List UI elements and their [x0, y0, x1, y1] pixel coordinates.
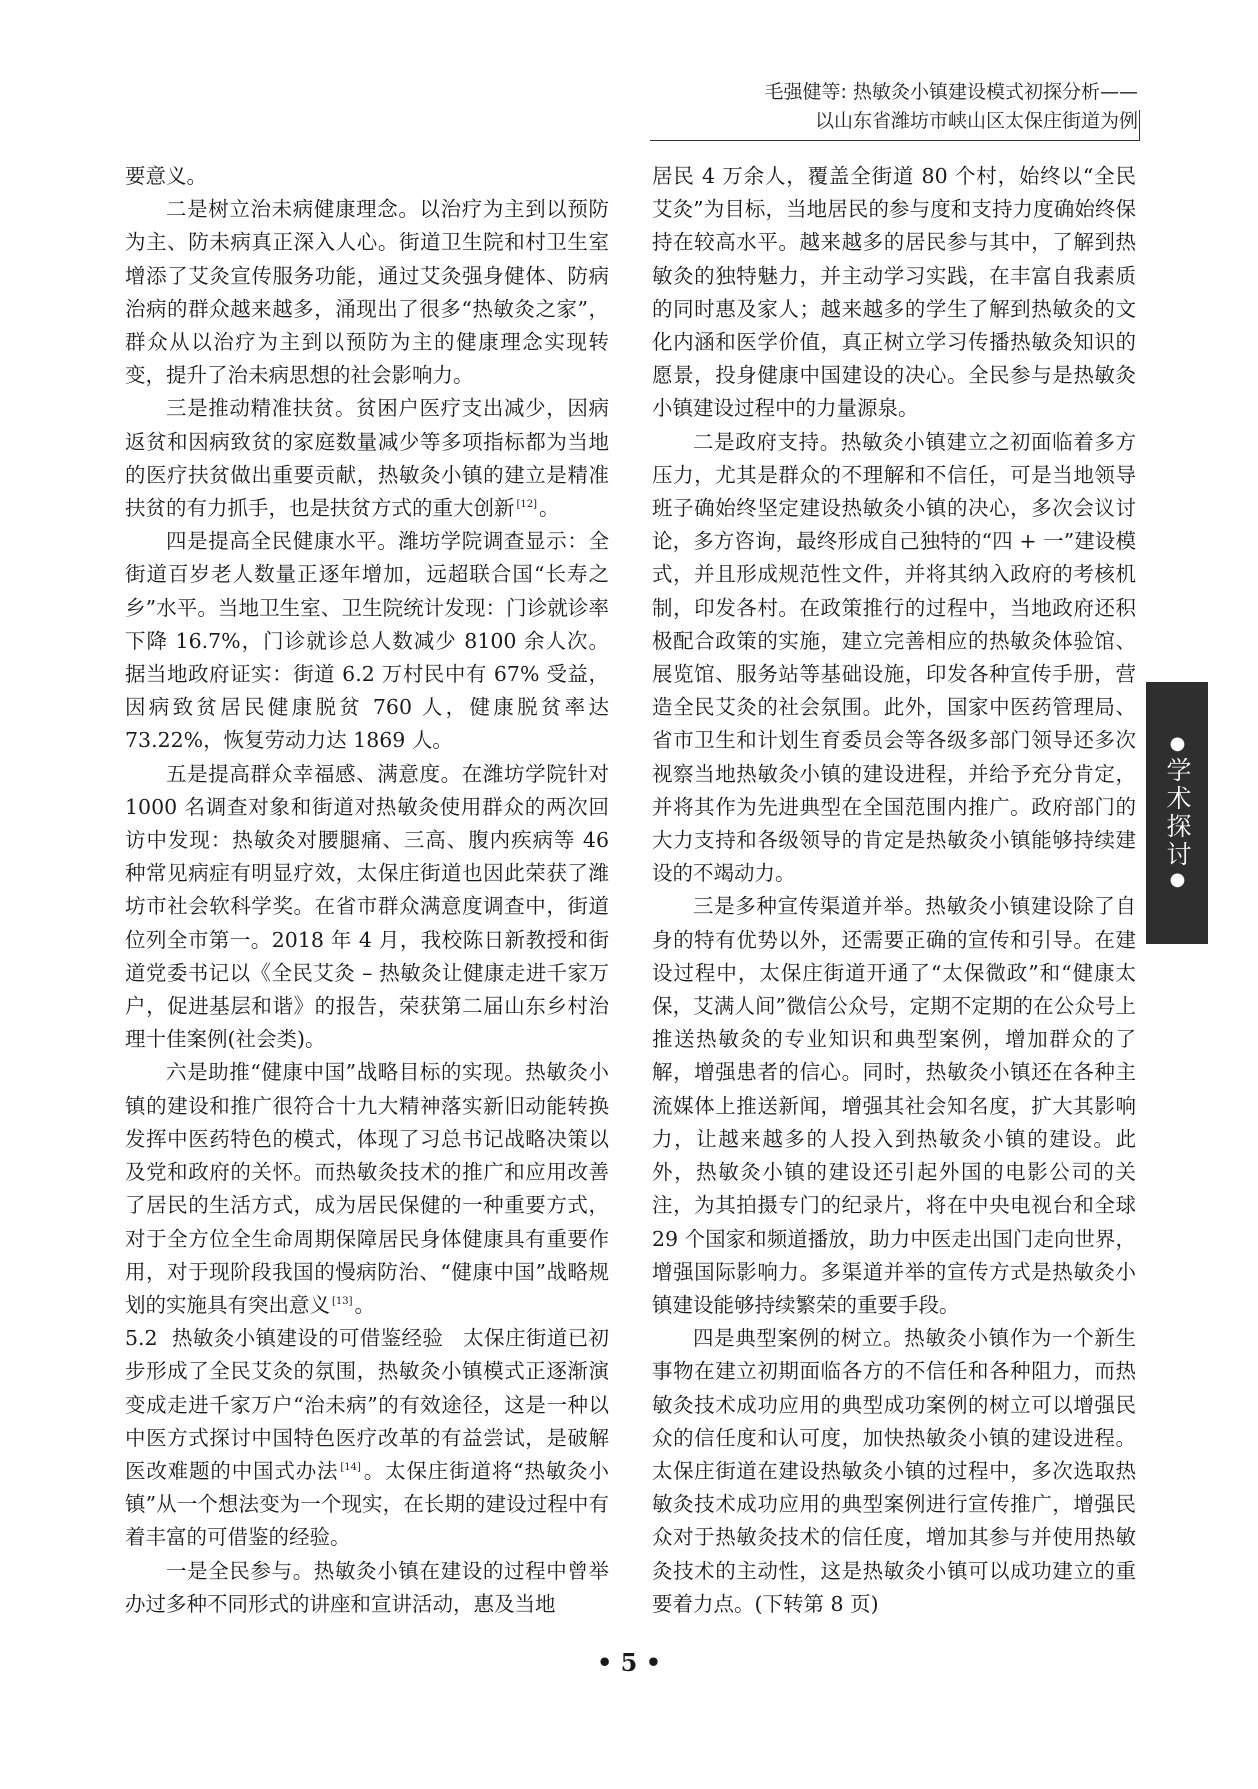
- paragraph: 五是提高群众幸福感、满意度。在潍坊学院针对 1000 名调查对象和街道对热敏灸使用群众的两次回访中发现：热敏灸对腰腿痛、三高、腹内疾病等 46 种常见病症有明显疗效，太保庄街道也因此荣获了潍坊市社会软科学奖。在省市群众满意度调查中，街道位列全市第一。2018 年 4 月，我校陈日新教授和街道党委书记以《全民艾灸 – 热敏灸让健康走进千家万户，促进基层和谐》的报告，荣获第二届山东乡村治理十佳案例(社会类)。: [125, 761, 609, 1052]
- paragraph: [125, 1056, 609, 1322]
- paragraph: 三是多种宣传渠道并举。热敏灸小镇建设除了自身的特有优势以外，还需要正确的宣传和引导。在建设过程中，太保庄街道开通了“太保微政”和“健康太保，艾满人间”微信公众号，定期不定期的在公众号上推送热敏灸的专业知识和典型案例，增加群众的了解，增强患者的信心。同时，热敏灸小镇还在各种主流媒体上推送新闻，增强其社会知名度，扩大其影响力，让越来越多的人投入到热敏灸小镇的建设。此外，热敏灸小镇的建设还引起外国的电影公司的关注，为其拍摄专门的纪录片，将在中央电视台和全球 29 个国家和频道播放，助力中医走出国门走向世界，增强国际影响力。多渠道并举的宣传方式是热敏灸小镇建设能够持续繁荣的重要手段。: [652, 894, 1136, 1317]
- paragraph: 二是政府支持。热敏灸小镇建立之初面临着多方压力，尤其是群众的不理解和不信任，可是当地领导班子确始终坚定建设热敏灸小镇的决心，多次会议讨论，多方咨询，最终形成自己独特的“四 + 一”建设模式，并且形成规范性文件，并将其纳入政府的考核机制，印发各村。在政策推行的过程中，当地政府还积极配合政策的实施，建立完善相应的热敏灸体验馆、展览馆、服务站等基础设施，印发各种宣传手册，营造全民艾灸的社会氛围。此外，国家中医药管理局、省市卫生和计划生育委员会等各级多部门领导还多次视察当地热敏灸小镇的建设进程，并给予充分肯定，并将其作为先进典型在全国范围内推广。政府部门的大力支持和各级领导的肯定是热敏灸小镇能够持续建设的不竭动力。: [652, 429, 1136, 886]
- running-header: [765, 78, 1138, 136]
- page-number: • 5 •: [596, 1648, 662, 1677]
- left-column: [125, 160, 609, 1621]
- paragraph: 一是全民参与。热敏灸小镇在建设的过程中曾举办过多种不同形式的讲座和宣讲活动，惠及当地: [125, 1558, 609, 1616]
- bullet-icon: ●: [1167, 869, 1188, 893]
- header-rule: [650, 140, 1140, 141]
- section-body: 太保庄街道已初步形成了全民艾灸的氛围，热敏灸小镇模式正逐渐演变成走进千家万户“治未病”的有效途径，这是一种以中医方式探讨中国特色医疗改革的有益尝试，是破解医改难题的中国式办法: [125, 1326, 610, 1483]
- paragraph-text: 三是推动精准扶贫。贫困户医疗支出减少，因病返贫和因病致贫的家庭数量减少等多项指标都为当地的医疗扶贫做出重要贡献，热敏灸小镇的建立是精准扶贫的有力抓手，也是扶贫方式的重大创新: [125, 396, 609, 521]
- citation-ref: [12]: [516, 499, 538, 511]
- paragraph-end: 。: [539, 496, 560, 521]
- header-vertical-rule: [1139, 110, 1140, 140]
- paragraph-text: 六是助推“健康中国”战略目标的实现。热敏灸小镇的建设和推广很符合十九大精神落实新旧动能转换发挥中医药特色的模式，体现了习总书记战略决策以及党和政府的关怀。而热敏灸技术的推广和应用改善了居民的生活方式，成为居民保健的一种重要方式，对于全方位全生命周期保障居民身体健康具有重要作用，对于现阶段我国的慢病防治、“健康中国”战略规划的实施具有突出意义: [125, 1060, 609, 1317]
- paragraph: 居民 4 万余人，覆盖全街道 80 个村，始终以“全民艾灸”为目标，当地居民的参与度和支持力度确始终保持在较高水平。越来越多的居民参与其中，了解到热敏灸的独特魅力，并主动学习实践，在丰富自我素质的同时惠及家人；越来越多的学生了解到热敏灸的文化内涵和医学价值，真正树立学习传播热敏灸知识的愿景，投身健康中国建设的决心。全民参与是热敏灸小镇建设过程中的力量源泉。: [652, 164, 1136, 421]
- section-tab-text: 学术探讨: [1163, 757, 1192, 869]
- paragraph: 二是树立治未病健康理念。以治疗为主到以预防为主、防未病真正深入人心。街道卫生院和村卫生室增添了艾灸宣传服务功能，通过艾灸强身健体、防病治病的群众越来越多，涌现出了很多“热敏灸之家”，群众从以治疗为主到以预防为主的健康理念实现转变，提升了治未病思想的社会影响力。: [125, 197, 609, 388]
- section-paragraph: [125, 1322, 609, 1554]
- paragraph: 四是典型案例的树立。热敏灸小镇作为一个新生事物在建立初期面临各方的不信任和各种阻力，而热敏灸技术成功应用的典型成功案例的树立可以增强民众的信任度和认可度，加快热敏灸小镇的建设进程。太保庄街道在建设热敏灸小镇的过程中，多次选取热敏灸技术成功应用的典型案例进行宣传推广，增强民众对于热敏灸技术的信任度，增加其参与并使用热敏灸技术的主动性，这是热敏灸小镇可以成功建立的重要着力点。(下转第 8 页): [652, 1326, 1136, 1616]
- section-body-continued: 。太保庄街道将“热敏灸小镇”从一个想法变为一个现实，在长期的建设过程中有着丰富的可借鉴的经验。: [125, 1458, 609, 1550]
- citation-ref: [14]: [340, 1462, 361, 1474]
- header-line-1: 毛强健等: 热敏灸小镇建设模式初探分析——: [764, 81, 1138, 103]
- section-number: 5.2: [125, 1326, 158, 1351]
- right-column: [652, 160, 1136, 1621]
- bullet-icon: ●: [1167, 733, 1188, 757]
- paragraph-end: 。: [354, 1292, 376, 1317]
- citation-ref: [13]: [332, 1296, 353, 1308]
- section-tab-label: [1159, 733, 1195, 893]
- section-tab: [1146, 682, 1208, 944]
- header-line-2: 以山东省潍坊市峡山区太保庄街道为例: [814, 110, 1138, 132]
- paragraph: 四是提高全民健康水平。潍坊学院调查显示：全街道百岁老人数量正逐年增加，远超联合国“长寿之乡”水平。当地卫生室、卫生院统计发现：门诊就诊率下降 16.7%，门诊就诊总人数减少 8100 余人次。据当地政府证实：街道 6.2 万村民中有 67% 受益，因病致贫居民健康脱贫 760 人，健康脱贫率达 73.22%，恢复劳动力达 1869 人。: [125, 529, 609, 753]
- paragraph: [125, 392, 609, 525]
- section-title: 热敏灸小镇建设的可借鉴经验: [171, 1326, 444, 1351]
- paragraph: 要意义。: [125, 164, 207, 188]
